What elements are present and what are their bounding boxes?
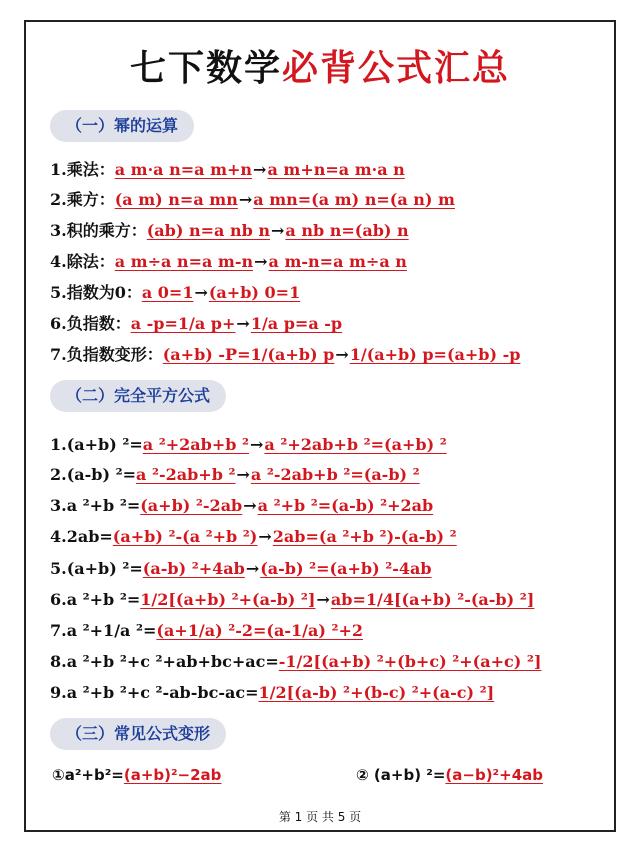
arrow-icon: → bbox=[253, 160, 267, 179]
page-title bbox=[0, 40, 640, 91]
formula-answer: (a+b) ²-2ab bbox=[140, 496, 243, 515]
arrow-icon: → bbox=[254, 252, 268, 271]
section-heading-squares: （二）完全平方公式 bbox=[50, 380, 226, 412]
formula-label: 6.负指数： bbox=[50, 314, 131, 333]
list-item bbox=[50, 525, 457, 549]
list-item bbox=[50, 681, 494, 705]
formula-label: 5.(a+b) ²= bbox=[50, 559, 143, 578]
formula-answer: a ²+2ab+b ² bbox=[142, 435, 250, 454]
list-item bbox=[50, 158, 405, 182]
formula-answer-reverse: a ²+b ²=(a-b) ²+2ab bbox=[257, 496, 434, 515]
arrow-icon: → bbox=[238, 190, 253, 209]
formula-answer: a ²-2ab+b ² bbox=[136, 465, 236, 484]
variant-label: ①a²+b²= bbox=[52, 766, 124, 784]
formula-label: 7.负指数变形： bbox=[50, 345, 163, 364]
arrow-icon: → bbox=[316, 590, 330, 609]
title-red-part: 必背公式汇总 bbox=[282, 48, 511, 89]
formula-answer: 1/2[(a+b) ²+(a-b) ²] bbox=[140, 590, 316, 609]
list-item bbox=[50, 619, 363, 643]
title-black-part: 七下数学 bbox=[129, 48, 282, 89]
arrow-icon: → bbox=[258, 527, 272, 546]
formula-answer: a m÷a n=a m-n bbox=[114, 252, 254, 271]
formula-answer: (ab) n=a nb n bbox=[146, 221, 270, 240]
variant-item-1 bbox=[52, 766, 221, 784]
arrow-icon: → bbox=[194, 283, 208, 302]
section-heading-variants: （三）常见公式变形 bbox=[50, 718, 226, 750]
formula-answer-reverse: a m+n=a m·a n bbox=[267, 160, 405, 179]
formula-label: 2.(a-b) ²= bbox=[50, 465, 137, 484]
formula-label: 8.a ²+b ²+c ²+ab+bc+ac= bbox=[50, 652, 279, 671]
list-item bbox=[50, 250, 407, 274]
formula-label: 3.积的乘方： bbox=[50, 221, 147, 240]
arrow-icon: → bbox=[270, 221, 285, 240]
arrow-icon: → bbox=[236, 314, 250, 333]
list-item bbox=[50, 557, 432, 581]
formula-answer-reverse: a mn=(a m) n=(a n) m bbox=[253, 190, 455, 209]
arrow-icon: → bbox=[250, 435, 264, 454]
arrow-icon: → bbox=[335, 345, 349, 364]
formula-label: 2.乘方： bbox=[50, 190, 115, 209]
formula-label: 1.乘法： bbox=[50, 160, 115, 179]
formula-answer-reverse: 1/(a+b) p=(a+b) -p bbox=[349, 345, 521, 364]
formula-answer: (a+b) ²-(a ²+b ²) bbox=[112, 527, 258, 546]
formula-answer-reverse: a m-n=a m÷a n bbox=[268, 252, 407, 271]
formula-answer-reverse: ab=1/4[(a+b) ²-(a-b) ²] bbox=[330, 590, 535, 609]
formula-label: 4.2ab= bbox=[50, 527, 113, 546]
list-item bbox=[50, 343, 520, 367]
formula-label: 3.a ²+b ²= bbox=[50, 496, 141, 515]
list-item bbox=[50, 588, 534, 612]
formula-answer: 1/2[(a-b) ²+(b-c) ²+(a-c) ²] bbox=[258, 683, 495, 702]
formula-answer-reverse: a ²+2ab+b ²=(a+b) ² bbox=[264, 435, 447, 454]
formula-answer: (a m) n=a mn bbox=[114, 190, 238, 209]
variant-item-2 bbox=[356, 766, 543, 784]
formula-answer-reverse: a nb n=(ab) n bbox=[285, 221, 409, 240]
formula-label: 4.除法： bbox=[50, 252, 115, 271]
formula-answer: a -p=1/a p+ bbox=[130, 314, 236, 333]
formula-answer-reverse: 2ab=(a ²+b ²)-(a-b) ² bbox=[272, 527, 457, 546]
formula-answer-reverse: a ²-2ab+b ²=(a-b) ² bbox=[250, 465, 420, 484]
arrow-icon: → bbox=[245, 559, 260, 578]
list-item bbox=[50, 463, 420, 487]
formula-label: 9.a ²+b ²+c ²-ab-bc-ac= bbox=[50, 683, 259, 702]
arrow-icon: → bbox=[236, 465, 250, 484]
formula-answer: a m·a n=a m+n bbox=[114, 160, 253, 179]
formula-answer: (a+1/a) ²-2=(a-1/a) ²+2 bbox=[156, 621, 364, 640]
formula-answer: -1/2[(a+b) ²+(b+c) ²+(a+c) ²] bbox=[278, 652, 542, 671]
formula-label: 1.(a+b) ²= bbox=[50, 435, 143, 454]
arrow-icon: → bbox=[243, 496, 257, 515]
formula-answer-reverse: (a-b) ²=(a+b) ²-4ab bbox=[260, 559, 432, 578]
list-item bbox=[50, 312, 342, 336]
formula-label: 6.a ²+b ²= bbox=[50, 590, 141, 609]
formula-label: 7.a ²+1/a ²= bbox=[50, 621, 157, 640]
page-number: 第 1 页 共 5 页 bbox=[278, 810, 362, 824]
list-item bbox=[50, 281, 300, 305]
list-item bbox=[50, 494, 433, 518]
formula-answer: (a+b) -P=1/(a+b) p bbox=[162, 345, 335, 364]
formula-answer: a 0=1 bbox=[141, 283, 194, 302]
list-item bbox=[50, 188, 455, 212]
list-item bbox=[50, 433, 447, 457]
formula-answer-reverse: 1/a p=a -p bbox=[250, 314, 343, 333]
section-heading-powers: （一）幂的运算 bbox=[50, 110, 194, 142]
list-item bbox=[50, 219, 409, 243]
variant-answer: (a+b)²−2ab bbox=[123, 766, 222, 784]
variant-answer: (a−b)²+4ab bbox=[445, 766, 543, 784]
list-item bbox=[50, 650, 541, 674]
formula-label: 5.指数为0： bbox=[50, 283, 142, 302]
formula-answer-reverse: (a+b) 0=1 bbox=[208, 283, 301, 302]
formula-answer: (a-b) ²+4ab bbox=[142, 559, 245, 578]
variant-label: ② (a+b) ²= bbox=[356, 766, 446, 784]
